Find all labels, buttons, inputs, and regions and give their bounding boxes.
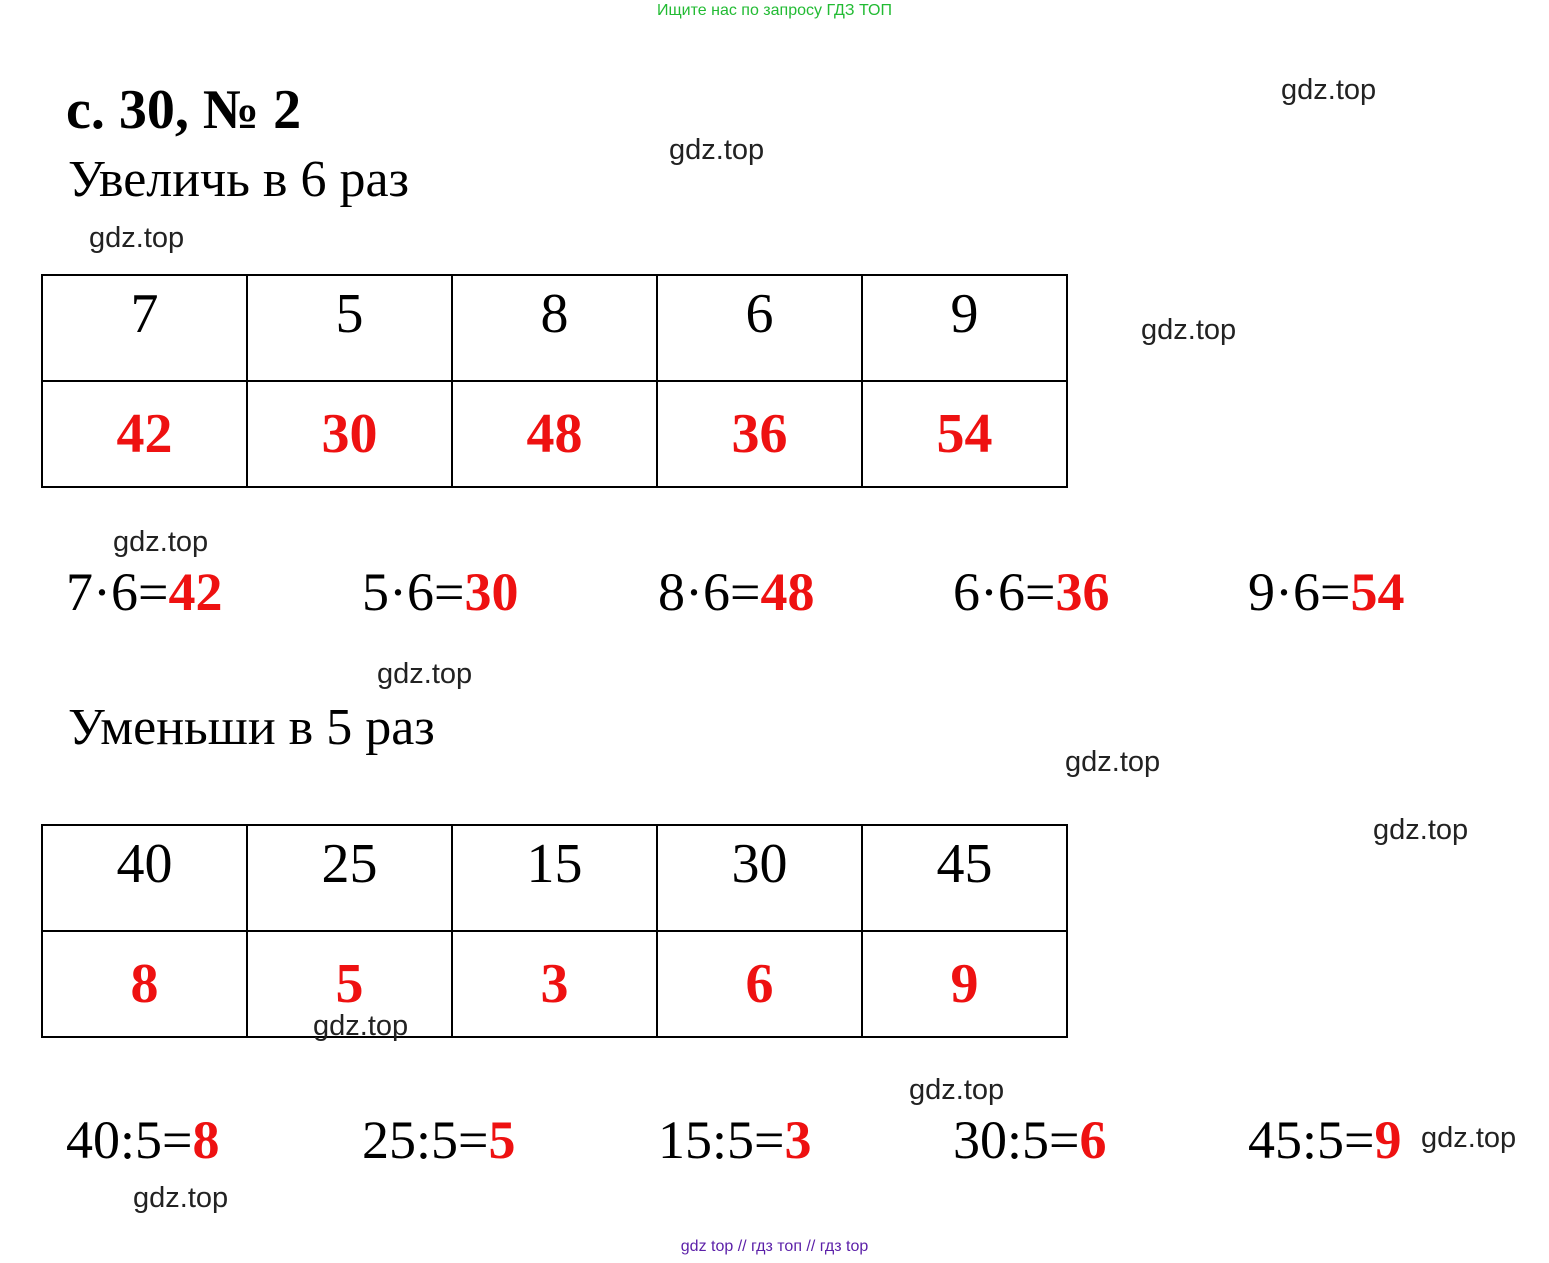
divide-table bbox=[41, 824, 1068, 1038]
watermark: gdz.top bbox=[1141, 314, 1237, 346]
watermark: gdz.top bbox=[133, 1182, 229, 1214]
equation-expression: 15:5= bbox=[658, 1110, 785, 1170]
table-row bbox=[42, 381, 1067, 487]
equation-answer: 54 bbox=[1350, 562, 1405, 622]
footer: gdz top // гдз топ // гдз top bbox=[680, 1238, 869, 1255]
page-title: с. 30, № 2 bbox=[66, 79, 302, 141]
watermark: gdz.top bbox=[1281, 74, 1377, 106]
table-cell-input: 5 bbox=[247, 275, 452, 381]
equation-expression: 6·6= bbox=[953, 562, 1056, 622]
table-cell-answer: 54 bbox=[862, 381, 1067, 487]
equation bbox=[658, 1110, 811, 1170]
table-cell-input: 6 bbox=[657, 275, 862, 381]
equation-answer: 5 bbox=[488, 1110, 516, 1170]
top-banner: Ищите нас по запросу ГДЗ ТОП bbox=[657, 2, 892, 19]
section-heading-divide: Уменьши в 5 раз bbox=[68, 699, 435, 756]
equation-answer: 42 bbox=[168, 562, 223, 622]
watermark: gdz.top bbox=[669, 134, 765, 166]
equation-answer: 3 bbox=[784, 1110, 812, 1170]
equation bbox=[66, 1110, 219, 1170]
table-cell-answer: 30 bbox=[247, 381, 452, 487]
equation-expression: 5·6= bbox=[362, 562, 465, 622]
equation bbox=[66, 562, 222, 622]
watermark: gdz.top bbox=[1065, 746, 1161, 778]
equation-answer: 8 bbox=[192, 1110, 220, 1170]
equation-expression: 25:5= bbox=[362, 1110, 489, 1170]
watermark: gdz.top bbox=[909, 1074, 1005, 1106]
equation-answer: 6 bbox=[1079, 1110, 1107, 1170]
watermark: gdz.top bbox=[113, 526, 209, 558]
table-cell-answer: 5 bbox=[247, 931, 452, 1037]
table-cell-answer: 42 bbox=[42, 381, 247, 487]
table-row bbox=[42, 275, 1067, 381]
watermark: gdz.top bbox=[313, 1010, 409, 1042]
equation-answer: 30 bbox=[464, 562, 519, 622]
table-cell-input: 40 bbox=[42, 825, 247, 931]
equation bbox=[362, 562, 518, 622]
table-row bbox=[42, 825, 1067, 931]
equation-expression: 45:5= bbox=[1248, 1110, 1375, 1170]
multiply-table bbox=[41, 274, 1068, 488]
table-cell-answer: 9 bbox=[862, 931, 1067, 1037]
equation-answer: 9 bbox=[1374, 1110, 1402, 1170]
equation bbox=[362, 1110, 515, 1170]
table-cell-answer: 8 bbox=[42, 931, 247, 1037]
table-cell-input: 45 bbox=[862, 825, 1067, 931]
table-cell-answer: 48 bbox=[452, 381, 657, 487]
equation bbox=[953, 562, 1109, 622]
section-heading-multiply: Увеличь в 6 раз bbox=[68, 151, 410, 208]
table-cell-answer: 36 bbox=[657, 381, 862, 487]
equation bbox=[953, 1110, 1106, 1170]
equation-expression: 40:5= bbox=[66, 1110, 193, 1170]
table-cell-input: 9 bbox=[862, 275, 1067, 381]
table-cell-input: 30 bbox=[657, 825, 862, 931]
equation-expression: 8·6= bbox=[658, 562, 761, 622]
watermark: gdz.top bbox=[89, 222, 185, 254]
equation-answer: 36 bbox=[1055, 562, 1110, 622]
table-cell-answer: 6 bbox=[657, 931, 862, 1037]
table-cell-input: 8 bbox=[452, 275, 657, 381]
equation bbox=[1248, 562, 1404, 622]
table-row bbox=[42, 931, 1067, 1037]
equation bbox=[1248, 1110, 1401, 1170]
equation-answer: 48 bbox=[760, 562, 815, 622]
table-cell-answer: 3 bbox=[452, 931, 657, 1037]
watermark: gdz.top bbox=[1373, 814, 1469, 846]
table-cell-input: 7 bbox=[42, 275, 247, 381]
equation bbox=[658, 562, 814, 622]
equation-expression: 30:5= bbox=[953, 1110, 1080, 1170]
watermark: gdz.top bbox=[1421, 1122, 1517, 1154]
equation-expression: 7·6= bbox=[66, 562, 169, 622]
table-cell-input: 15 bbox=[452, 825, 657, 931]
watermark: gdz.top bbox=[377, 658, 473, 690]
equation-expression: 9·6= bbox=[1248, 562, 1351, 622]
table-cell-input: 25 bbox=[247, 825, 452, 931]
